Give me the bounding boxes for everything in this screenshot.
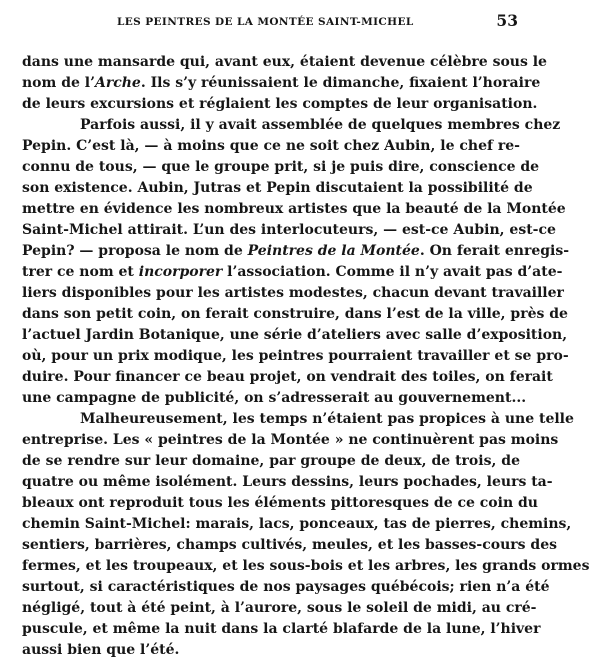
text-run: mettre en évidence les nombreux artistes que la beauté de la Montée bbox=[22, 201, 566, 217]
text-run: bleaux ont reproduit tous les éléments pittoresques de ce coin du bbox=[22, 495, 538, 511]
text-line bbox=[22, 262, 563, 283]
italic-text: incorporer bbox=[138, 264, 223, 280]
text-run: Parfois aussi, il y avait assemblée de quelques membres chez bbox=[80, 117, 561, 133]
italic-text: Peintres de la Montée bbox=[247, 243, 420, 259]
text-run: sentiers, barrières, champs cultivés, meules, et les basses-cours des bbox=[22, 537, 557, 553]
text-run: dans une mansarde qui, avant eux, étaient devenue célèbre sous le bbox=[22, 54, 547, 70]
text-line bbox=[22, 598, 537, 619]
text-line bbox=[22, 220, 556, 241]
text-run: l’actuel Jardin Botanique, une série d’ateliers avec salle d’exposition, bbox=[22, 327, 568, 343]
text-run: quatre ou même isolément. Leurs dessins, leurs pochades, leurs ta- bbox=[22, 474, 553, 490]
text-run: liers disponibles pour les artistes modestes, chacun devant travailler bbox=[22, 285, 564, 301]
text-line bbox=[22, 52, 547, 73]
text-run: où, pour un prix modique, les peintres pourraient travailler et se pro- bbox=[22, 348, 569, 364]
text-line bbox=[22, 157, 540, 178]
paragraph bbox=[22, 409, 589, 661]
text-run: entreprise. Les « peintres de la Montée » ne continuèrent pas moins bbox=[22, 432, 559, 448]
page-header bbox=[22, 8, 520, 38]
text-line bbox=[22, 283, 564, 304]
text-line bbox=[22, 577, 550, 598]
text-run: puscule, et même la nuit dans la clarté blafarde de la lune, l’hiver bbox=[22, 621, 541, 637]
text-line bbox=[22, 115, 561, 136]
text-line bbox=[22, 409, 574, 430]
text-line bbox=[22, 136, 520, 157]
text-run: Pepin. C’est là, — à moins que ce ne soit chez Aubin, le chef re- bbox=[22, 138, 520, 154]
text-line bbox=[22, 178, 533, 199]
text-run: trer ce nom et bbox=[22, 264, 139, 280]
text-line bbox=[22, 472, 553, 493]
text-run: Malheureusement, les temps n’étaient pas propices à une telle bbox=[80, 411, 574, 427]
text-line bbox=[22, 493, 538, 514]
text-run: connu de tous, — que le groupe prit, si je puis dire, conscience de bbox=[22, 159, 540, 175]
text-run: son existence. Aubin, Jutras et Pepin discutaient la possibilité de bbox=[22, 180, 533, 196]
text-run: de leurs excursions et réglaient les comptes de leur organisation. bbox=[22, 96, 538, 112]
text-run: une campagne de publicité, on s’adresserait au gouvernement... bbox=[22, 390, 527, 406]
text-line bbox=[22, 304, 568, 325]
text-line bbox=[22, 94, 538, 115]
text-run: dans son petit coin, on ferait construire, dans l’est de la ville, près de bbox=[22, 306, 568, 322]
paragraph bbox=[22, 52, 547, 115]
text-run: Saint-Michel attirait. L’un des interlocuteurs, — est-ce Aubin, est-ce bbox=[22, 222, 556, 238]
text-run: aussi bien que l’été. bbox=[22, 642, 180, 658]
text-run: l’association. Comme il n’y avait pas d’ate- bbox=[222, 264, 563, 280]
paragraph bbox=[22, 115, 570, 409]
text-line bbox=[22, 619, 541, 640]
text-line bbox=[22, 73, 541, 94]
text-line bbox=[22, 430, 559, 451]
text-line bbox=[22, 241, 570, 262]
running-head: LES PEINTRES DE LA MONTÉE SAINT-MICHEL bbox=[117, 16, 414, 28]
italic-text: Arche bbox=[94, 75, 141, 91]
text-run: chemin Saint-Michel: marais, lacs, ponceaux, tas de pierres, chemins, bbox=[22, 516, 572, 532]
body-text bbox=[22, 52, 589, 661]
text-run: fermes, et les troupeaux, et les sous-bois et les arbres, les grands ormes bbox=[22, 558, 589, 574]
text-line bbox=[22, 535, 557, 556]
text-run: Pepin? — proposa le nom de bbox=[22, 243, 248, 259]
text-run: surtout, si caractéristiques de nos paysages québécois; rien n’a été bbox=[22, 579, 550, 595]
page-number: 53 bbox=[496, 11, 518, 30]
book-page bbox=[22, 8, 589, 661]
text-line bbox=[22, 325, 568, 346]
text-line bbox=[22, 640, 520, 661]
text-run: négligé, tout à été peint, à l’aurore, sous le soleil de midi, au cré- bbox=[22, 600, 537, 616]
text-line bbox=[22, 346, 569, 367]
text-run: duire. Pour financer ce beau projet, on vendrait des toiles, on ferait bbox=[22, 369, 553, 385]
text-line bbox=[22, 451, 520, 472]
text-line bbox=[22, 556, 589, 577]
text-run: . Ils s’y réunissaient le dimanche, fixaient l’horaire bbox=[140, 75, 541, 91]
text-run: nom de l’ bbox=[22, 75, 95, 91]
text-line bbox=[22, 367, 553, 388]
text-run: de se rendre sur leur domaine, par groupe de deux, de trois, de bbox=[22, 453, 520, 469]
text-line bbox=[22, 388, 527, 409]
text-line bbox=[22, 199, 566, 220]
text-line bbox=[22, 514, 572, 535]
text-run: . On ferait enregis- bbox=[419, 243, 570, 259]
